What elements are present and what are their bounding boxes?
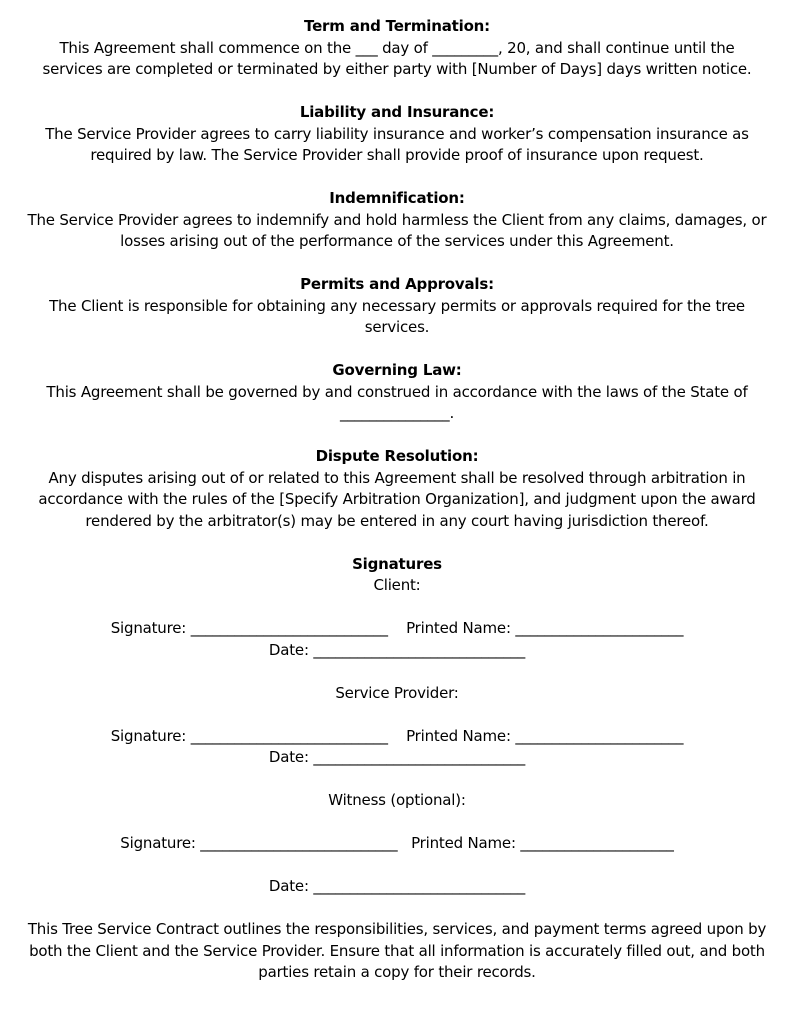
section-text-line: services are completed or terminated by either party with [Number of Days] days written notice. [42, 60, 752, 78]
spacer [16, 597, 778, 619]
section-text-line: The Service Provider agrees to indemnify and hold harmless the Client from any claims, damages, or [27, 210, 767, 229]
section-text-line: The Service Provider agrees to carry liability insurance and worker’s compensation insurance as [45, 124, 749, 143]
permits-approvals-section [16, 274, 778, 339]
liability-insurance-section [16, 102, 778, 167]
provider-date-row[interactable]: Date: _____________________________ [268, 748, 526, 766]
indemnification-section [16, 188, 778, 253]
footer-note [16, 919, 778, 984]
client-label: Client: [373, 576, 421, 594]
section-text-line: rendered by the arbitrator(s) may be entered in any court having jurisdiction thereof. [85, 511, 709, 530]
dispute-resolution-section [16, 446, 778, 532]
witness-date-row[interactable]: Date: _____________________________ [268, 877, 526, 895]
section-text-line: services. [364, 318, 430, 336]
service-provider-label: Service Provider: [335, 683, 459, 702]
section-text-line: losses arising out of the performance of the services under this Agreement. [120, 232, 674, 250]
section-heading: Indemnification: [329, 189, 465, 207]
signatures-heading: Signatures [352, 554, 442, 573]
footer-text-line: parties retain a copy for their records. [258, 963, 536, 981]
term-termination-section [16, 16, 778, 81]
state-blank-field[interactable]: _______________. [339, 404, 455, 422]
witness-signature-row[interactable]: Signature: ___________________________ Printed Name: _____________________ [120, 834, 674, 852]
section-heading: Governing Law: [332, 361, 462, 379]
section-text-line: accordance with the rules of the [Specify Arbitration Organization], and judgment upon the award [38, 490, 756, 508]
spacer [16, 704, 778, 726]
witness-label: Witness (optional): [328, 791, 466, 809]
spacer [16, 661, 778, 683]
spacer [16, 855, 778, 877]
governing-law-section [16, 360, 778, 425]
section-heading: Term and Termination: [304, 17, 490, 35]
section-text-line: This Agreement shall commence on the ___ day of _________, 20, and shall continue until the [59, 38, 735, 57]
client-signature-row[interactable]: Signature: ___________________________ Printed Name: _______________________ [110, 619, 684, 637]
spacer [16, 812, 778, 834]
client-date-row[interactable]: Date: _____________________________ [268, 640, 526, 659]
section-heading: Liability and Insurance: [299, 103, 495, 121]
section-heading: Dispute Resolution: [315, 447, 479, 465]
section-heading: Permits and Approvals: [300, 275, 494, 293]
section-text-line: This Agreement shall be governed by and construed in accordance with the laws of the State of [46, 382, 748, 401]
signatures-section [16, 554, 778, 898]
footer-text-line: both the Client and the Service Provider. Ensure that all information is accurately filled out, and both [29, 941, 765, 960]
section-text-line: The Client is responsible for obtaining any necessary permits or approvals required for the tree [49, 296, 745, 315]
spacer [16, 769, 778, 791]
provider-signature-row[interactable]: Signature: ___________________________ Printed Name: _______________________ [110, 726, 684, 745]
section-text-line: required by law. The Service Provider shall provide proof of insurance upon request. [90, 146, 704, 164]
section-text-line: Any disputes arising out of or related to this Agreement shall be resolved through arbitration in [48, 468, 746, 487]
footer-text-line: This Tree Service Contract outlines the responsibilities, services, and payment terms agreed upon by [27, 920, 767, 938]
